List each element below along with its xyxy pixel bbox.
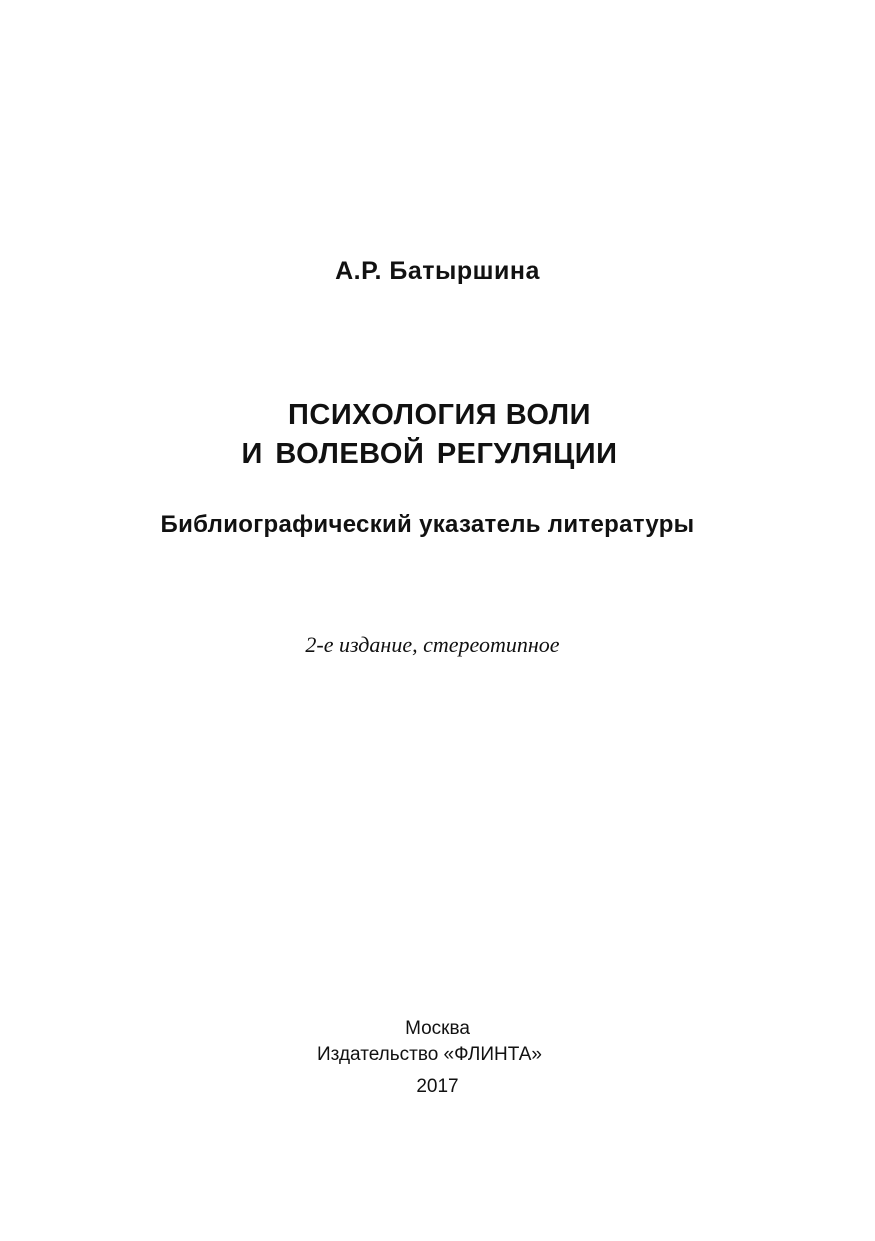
edition-note: 2-е издание, стереотипное <box>305 632 560 657</box>
author-name: А.Р. Батыршина <box>335 257 540 285</box>
book-title-line-1: ПСИХОЛОГИЯ ВОЛИ <box>288 399 591 431</box>
publisher-name: Издательство «ФЛИНТА» <box>317 1044 542 1065</box>
publication-city: Москва <box>405 1018 470 1039</box>
book-title-line-2: И ВОЛЕВОЙ РЕГУЛЯЦИИ <box>241 438 618 470</box>
publication-year: 2017 <box>416 1076 459 1097</box>
book-subtitle: Библиографический указатель литературы <box>160 511 695 538</box>
